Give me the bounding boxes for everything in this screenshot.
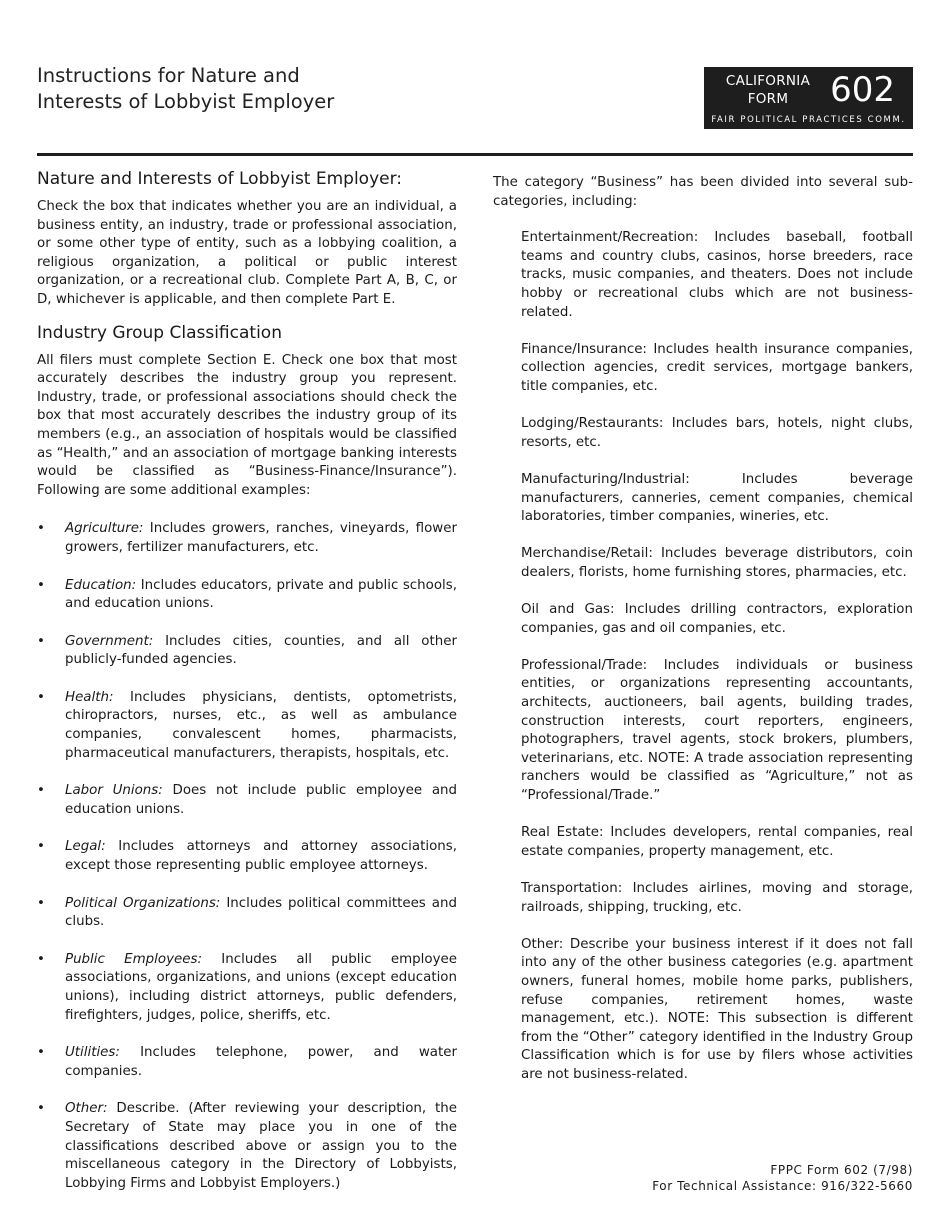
subcategory-term: Manufacturing/Industrial: [521, 471, 690, 487]
subcategory-term: Other: [521, 936, 564, 952]
subcategory-text: Includes baseball, football teams and country clubs, casinos, horse breeders, race tracks, music companies, and theaters. Does not include hobby or recreational clubs which are not business-related. [521, 230, 913, 320]
example-term: Agriculture: [65, 521, 144, 537]
example-term: Labor Unions: [65, 783, 163, 799]
example-text: Includes cities, counties, and all other publicly-funded agencies. [65, 633, 457, 668]
bullet-icon: • [37, 895, 45, 911]
footer-assistance: For Technical Assistance: 916/322-5660 [652, 1179, 913, 1193]
example-text: Includes political committees and clubs. [65, 895, 457, 930]
example-item [37, 895, 457, 932]
subcategory-text: Describe your business interest if it does not fall into any of the other business categories (e.g. apartment owners, funeral homes, mobile home parks, publishers, refuse companies, retirement homes, waste management, etc.). NOTE: This subsection is different from the “Other” category identified in the Industry Group Classification which is for use by filers whose activities are not business-related. [521, 936, 913, 1082]
badge-form-number: 602 [830, 70, 895, 110]
example-item [37, 782, 457, 819]
bullet-icon: • [37, 839, 45, 855]
example-term: Utilities: [65, 1045, 120, 1061]
subcategory-item [521, 341, 913, 397]
nature-paragraph: Check the box that indicates whether you are an individual, a business entity, an industry, trade or professional association, or some other type of entity, such as a lobbying coalition, a religious organization, a political or public interest organization, or a recreational club. Complete Part A, B, C, or D, whichever is applicable, and then complete Part E. [37, 199, 457, 307]
example-item [37, 633, 457, 670]
business-intro: The category “Business” has been divided into several sub-categories, including: [493, 175, 913, 209]
example-text: Includes attorneys and attorney associations, except those representing public employee attorneys. [65, 839, 457, 874]
example-term: Public Employees: [65, 951, 202, 967]
industry-examples-list [37, 520, 457, 1193]
example-item [37, 838, 457, 875]
page-title [37, 63, 457, 115]
example-text: Includes telephone, power, and water companies. [65, 1045, 457, 1079]
business-subcategories-list [521, 229, 913, 1084]
subcategory-item [521, 601, 913, 638]
subcategory-text: Includes airlines, moving and storage, railroads, shipping, trucking, etc. [521, 880, 913, 915]
subcategory-text: Includes developers, rental companies, real estate companies, property management, etc. [521, 825, 913, 859]
bullet-icon: • [37, 951, 45, 967]
bullet-icon: • [37, 1045, 45, 1061]
subcategory-term: Professional/Trade: [521, 657, 648, 673]
bullet-icon: • [37, 633, 45, 649]
footer-form-id: FPPC Form 602 (7/98) [770, 1163, 913, 1177]
example-term: Education: [65, 577, 137, 593]
header-divider [37, 153, 913, 156]
subcategory-item [521, 657, 913, 806]
subcategory-term: Real Estate: [521, 825, 604, 841]
subcategory-term: Entertainment/Recreation: [521, 230, 699, 246]
subcategory-term: Oil and Gas: [521, 602, 615, 618]
example-text: Describe. (After reviewing your description, the Secretary of State may place you in one of the classifications described above or assign you to the miscellaneous category in the Directory of Lobbyists, Lobbying Firms and Lobbyist Employers.) [65, 1101, 457, 1191]
example-term: Government: [65, 633, 154, 649]
example-term: Other: [65, 1101, 108, 1117]
subcategory-item [521, 229, 913, 322]
subcategory-term: Finance/Insurance: [521, 341, 647, 357]
bullet-icon: • [37, 783, 45, 799]
subcategory-item [521, 824, 913, 861]
example-item [37, 1044, 457, 1081]
subcategory-term: Merchandise/Retail: [521, 546, 653, 562]
right-column [493, 174, 913, 1103]
example-text: Includes physicians, dentists, optometrists, chiropractors, nurses, etc., as well as ambulance companies, convalescent homes, pharmacists, pharmaceutical manufacturers, therapists, hospitals, etc. [65, 689, 457, 761]
subcategory-item [521, 415, 913, 452]
subcategory-item [521, 880, 913, 917]
subcategory-text: Includes drilling contractors, exploration companies, gas and oil companies, etc. [521, 602, 913, 636]
subcategory-text: Includes individuals or business entities, or organizations representing accountants, architects, auctioneers, bail agents, building trades, construction interests, court reporters, engineers, photographers, travel agents, stock brokers, plumbers, veterinarians, etc. NOTE: A trade association representing ranchers would be classified as “Agriculture,” not as “Professional/Trade.” [521, 657, 913, 803]
form-badge [704, 67, 913, 129]
bullet-icon: • [37, 689, 45, 705]
bullet-icon: • [37, 1101, 45, 1117]
subcategory-term: Transportation: [521, 880, 623, 896]
example-text: Includes all public employee associations, organizations, and unions (except education unions), including district attorneys, public defenders, firefighters, judges, police, sheriffs, etc. [65, 951, 457, 1023]
example-term: Health: [65, 689, 114, 705]
example-item [37, 577, 457, 614]
subcategory-item [521, 545, 913, 582]
example-term: Political Organizations: [65, 895, 221, 911]
subcategory-text: Includes beverage manufacturers, canneries, cement companies, chemical laboratories, timber companies, wineries, etc. [521, 471, 913, 525]
subcategory-term: Lodging/Restaurants: [521, 416, 664, 432]
industry-paragraph: All filers must complete Section E. Check one box that most accurately describes the industry group you represent. Industry, trade, or professional associations should check the box that most accurately describes the industry group of its members (e.g., an association of hospitals would be classified as “Health,” and an association of mortgage banking interests would be classified as “Business-Finance/Insurance”). Following are some additional examples: [37, 352, 457, 498]
badge-state-form [716, 72, 820, 108]
left-column [37, 168, 457, 1212]
badge-form-label: FORM [747, 91, 789, 107]
subcategory-text: Includes bars, hotels, night clubs, resorts, etc. [521, 416, 913, 450]
example-item [37, 520, 457, 557]
subcategory-item [521, 471, 913, 527]
example-text: Does not include public employee and education unions. [65, 783, 458, 817]
example-term: Legal: [65, 839, 106, 855]
example-item [37, 1100, 457, 1193]
badge-agency: FAIR POLITICAL PRACTICES COMM. [711, 115, 906, 125]
footer [652, 1162, 913, 1194]
bullet-icon: • [37, 577, 45, 593]
badge-state: CALIFORNIA [725, 73, 811, 89]
bullet-icon: • [37, 521, 45, 537]
subcategory-item [521, 936, 913, 1085]
example-text: Includes growers, ranches, vineyards, flower growers, fertilizer manufacturers, etc. [65, 521, 457, 555]
title-line-2: Interests of Lobbyist Employer [37, 90, 335, 113]
example-item [37, 951, 457, 1025]
title-line-1: Instructions for Nature and [37, 64, 300, 87]
industry-heading: Industry Group Classification [37, 322, 282, 343]
nature-heading: Nature and Interests of Lobbyist Employer: [37, 169, 403, 189]
subcategory-text: Includes health insurance companies, collection agencies, credit services, mortgage bankers, title companies, etc. [521, 341, 913, 394]
example-text: Includes educators, private and public schools, and education unions. [65, 577, 457, 612]
subcategory-text: Includes beverage distributors, coin dealers, florists, home furnishing stores, pharmacies, etc. [521, 546, 913, 580]
example-item [37, 689, 457, 763]
